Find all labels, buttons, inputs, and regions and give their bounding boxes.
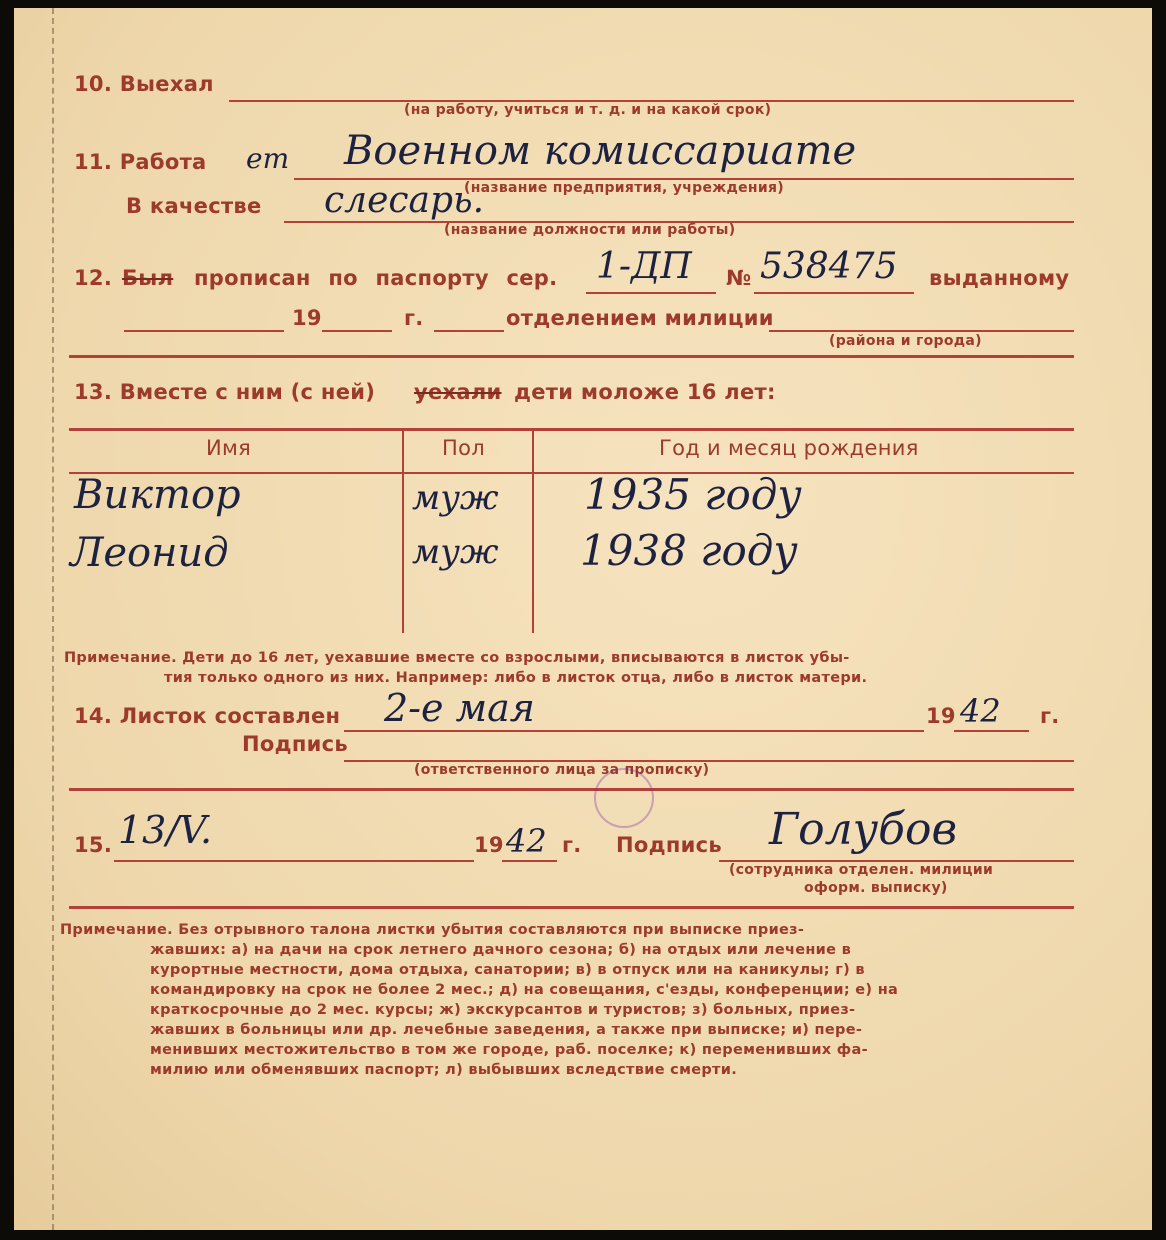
compiled-year-g: г.	[1040, 704, 1060, 728]
issued-label: выданному	[929, 266, 1070, 290]
note2-line: жавших в больницы или др. лечебные заведения, а также при выписке; и) пере-	[150, 1022, 863, 1038]
item15-label: 15.	[74, 833, 113, 857]
item13-text-end: дети моложе 16 лет:	[514, 380, 776, 404]
item11-caption-employer: (название предприятия, учреждения)	[464, 180, 784, 196]
passport-number-label: №	[726, 266, 752, 290]
compiled-year-prefix: 19	[926, 704, 956, 728]
item11-suffix-handwritten: ет	[246, 142, 290, 175]
number-line	[754, 292, 914, 294]
discharge-year-prefix: 19	[474, 833, 504, 857]
stamp-trace	[594, 768, 654, 828]
item12-struck-word: Был	[122, 266, 174, 290]
police-dept-line	[769, 330, 1074, 332]
discharge-day-handwritten: 13/V.	[118, 808, 213, 852]
item12-text: прописан по паспорту сер.	[194, 266, 558, 290]
table-col-divider-1	[402, 428, 404, 633]
quality-label: В качестве	[126, 194, 262, 218]
discharge-date-line	[114, 860, 474, 862]
table-top-border	[69, 428, 1074, 431]
passport-series-handwritten: 1-ДП	[596, 246, 692, 287]
perforation-edge	[18, 8, 54, 1230]
child-2-sex: муж	[412, 532, 499, 572]
note2-line: милию или обменявших паспорт; л) выбывших вследствие смерти.	[150, 1062, 738, 1078]
quality-caption: (название должности или работы)	[444, 222, 736, 238]
note1-line1: Примечание. Дети до 16 лет, уехавшие вместе со взрослыми, вписываются в листок убы-	[64, 650, 850, 666]
section-divider-15	[69, 906, 1074, 909]
item10-label: 10. Выехал	[74, 72, 214, 96]
section-divider-14	[69, 788, 1074, 791]
compiled-year-handwritten: 42	[960, 692, 1001, 730]
issue-gap-line	[434, 330, 504, 332]
issue-day-line	[124, 330, 284, 332]
item14-sign-caption: (ответственного лица за прописку)	[414, 762, 710, 778]
table-col-divider-2	[532, 428, 534, 633]
child-1-birth: 1935 году	[584, 470, 802, 519]
discharge-year-g: г.	[562, 833, 582, 857]
item14-label: 14. Листок составлен	[74, 704, 341, 728]
note2-line: жавших: а) на дачи на срок летнего дачного сезона; б) на отдых или лечение в	[150, 942, 852, 958]
note2-line: командировку на срок не более 2 мес.; д) на совещания, с'езды, конференции; е) на	[150, 982, 899, 998]
issue-year-g: г.	[404, 306, 424, 330]
col-header-birth: Год и месяц рождения	[659, 436, 919, 460]
registration-form-sheet	[14, 8, 1152, 1230]
item10-caption: (на работу, учиться и т. д. и на какой срок)	[404, 102, 772, 118]
item15-caption1: (сотрудника отделен. милиции	[729, 862, 994, 878]
item14-sign-label: Подпись	[242, 732, 349, 756]
passport-number-handwritten: 538475	[760, 246, 898, 287]
item11-label: 11. Работа	[74, 150, 207, 174]
item13-struck-word: уехали	[414, 380, 502, 404]
issue-year-prefix: 19	[292, 306, 322, 330]
section-divider-12	[69, 355, 1074, 358]
compiled-year-line	[954, 730, 1029, 732]
employer-handwritten: Военном комиссариате	[344, 128, 857, 174]
note2-line: Примечание. Без отрывного талона листки убытия составляются при выписке приез-	[60, 922, 805, 938]
discharge-year-handwritten: 42	[506, 822, 547, 860]
item15-sign-label: Подпись	[616, 833, 723, 857]
position-handwritten: слесарь.	[324, 180, 485, 221]
item15-caption2: оформ. выписку)	[804, 880, 948, 896]
note2-line: краткосрочные до 2 мес. курсы; ж) экскурсантов и туристов; з) больных, приез-	[150, 1002, 856, 1018]
compiled-date-handwritten: 2-е мая	[384, 686, 535, 730]
child-2-name: Леонид	[70, 530, 229, 576]
note2-line: курортные местности, дома отдыха, санатории; в) в отпуск или на каникулы; г) в	[150, 962, 865, 978]
police-dept-label: отделением милиции	[506, 306, 774, 330]
child-2-birth: 1938 году	[580, 526, 798, 575]
note1-line2: тия только одного из них. Например: либо в листок отца, либо в листок матери.	[164, 670, 868, 686]
item13-text: 13. Вместе с ним (с ней)	[74, 380, 376, 404]
officer-signature: Голубов	[769, 804, 958, 855]
police-dept-caption: (района и города)	[829, 333, 982, 349]
col-header-name: Имя	[206, 436, 252, 460]
item12-number: 12.	[74, 266, 113, 290]
issue-year-line	[322, 330, 392, 332]
child-1-sex: муж	[412, 478, 499, 518]
col-header-sex: Пол	[442, 436, 485, 460]
child-1-name: Виктор	[74, 472, 241, 518]
note2-line: менивших местожительство в том же городе, раб. поселке; к) переменивших фа-	[150, 1042, 868, 1058]
series-line	[586, 292, 716, 294]
compiled-date-line	[344, 730, 924, 732]
discharge-year-line	[502, 860, 557, 862]
